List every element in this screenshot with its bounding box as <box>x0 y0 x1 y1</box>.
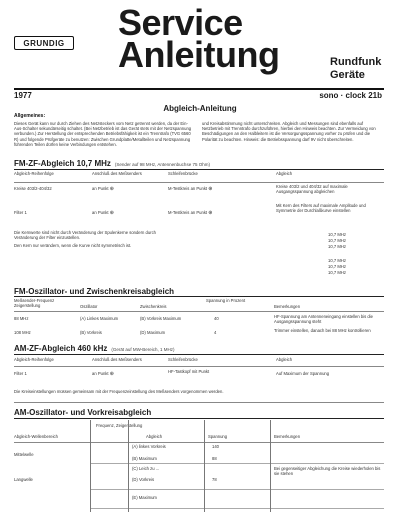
fm-if-header-rule <box>14 182 384 183</box>
fm-osc-row2-volt: 4 <box>214 330 217 335</box>
am-osc-row5-adjust: (E) Maximum <box>132 495 157 500</box>
fm-if-row1-order: Kreise 403/2-404/32 <box>14 186 52 191</box>
am-osc-row1-volt: 140 <box>212 444 219 449</box>
fm-if-freq5: 10,7 MHz <box>328 264 346 269</box>
am-if-header-rule <box>14 366 384 367</box>
general-left-text: Dieses Gerät kann nur durch Ziehen des Netzsteckers vom Netz getrennt werden, da der Ein-Aus-Schalter sekundärseitig schaltet. (Bei Netzbetrieb ist das Gerät stets mit der Netzspannung verbunden.) Zur Herstellung der entsprechenden Betriebsfähigkeit ist ein Trenntrafo (TVG 6560 R) und folgende Prüfgeräte zu benutzen: Zwischen Grundplatte/Metallteilen und Netzspannung führenden Teilen dürfen keine Verbindungen entstehen. <box>14 121 192 147</box>
am-osc-header-rule <box>14 442 384 443</box>
fm-if-note2: Den Kern nur verändern, wenn die Kurve nicht symmetrisch ist. <box>14 243 132 248</box>
header-rule <box>14 88 384 90</box>
fm-if-title: FM-ZF-Abgleich 10,7 MHz <box>14 159 111 168</box>
fm-osc-col5: Bemerkungen <box>274 304 301 309</box>
am-osc-heading: AM-Oszillator- und Vorkreisabgleich <box>14 408 152 417</box>
am-if-note: (Gerät auf MW-Bereich, 1 MHz) <box>111 347 175 352</box>
fm-if-row2-order: Filter 1 <box>14 210 27 215</box>
am-if-row1-loop: HF-Tastkopf mit Punkt <box>168 369 210 374</box>
doc-subtitle: Abgleich-Anleitung <box>163 104 237 113</box>
general-right-text: und Kreisabstimmung nicht unterschreiten. Abgleich und Messungen sind ebenfalls auf Netzbetrieb mit Trenntrafo durchzuführen, hierbei den Hinweis beachten. Zur Vermeidung von Beschädigungen an den Halbleitern ist die Versorgungsspannung vorher zu prüfen und die Polarität zu beachten. Hinweis: die Betriebsspannung darf 9V nicht überschreiten. <box>202 121 376 142</box>
fm-if-col-signal: Anschluß des Meßsenders <box>92 171 142 176</box>
am-osc-row3-note: Bei gegenseitiger Abgleichung die Kreise wiederholen bis sie stehen <box>274 466 381 477</box>
am-osc-rule <box>14 418 384 419</box>
fm-if-freq4: 10,7 MHz <box>328 258 346 263</box>
am-if-rule <box>14 354 384 355</box>
table-divider <box>270 420 271 512</box>
test-point-symbol: ⊕ <box>109 186 114 192</box>
table-divider <box>128 420 129 512</box>
general-heading: Allgemeines: <box>14 113 46 119</box>
am-osc-row1-adjust: (A) linkes Vorkreis <box>132 444 166 449</box>
title-line2: Anleitung <box>118 34 280 75</box>
am-osc-col1: Abgleich-Wellenbereich <box>14 434 58 439</box>
fm-osc-col3: Zwischenkreis <box>140 304 167 309</box>
test-point-symbol: ⊕ <box>109 371 114 377</box>
fm-osc-row2-note: Trimmer einstellen, danach bei 88 MHz kontrollieren <box>274 328 371 333</box>
am-if-col2: Anschluß des Meßsenders <box>92 357 142 362</box>
test-point-symbol: ⊕ <box>208 210 213 216</box>
fm-osc-row1-volt: 40 <box>214 316 219 321</box>
fm-osc-col1: Meßsender-Frequenz Zeigerstellung <box>14 298 55 309</box>
fm-if-heading <box>14 159 210 168</box>
fm-osc-row1-osc: (A) Linkes Maximum <box>80 316 119 321</box>
am-osc-col5: Bemerkungen <box>274 434 301 439</box>
fm-osc-rule <box>14 296 384 297</box>
fm-osc-col2: Oszillator <box>80 304 98 309</box>
fm-if-freq1: 10,7 MHz <box>328 232 346 237</box>
am-osc-row4-volt: 78 <box>212 477 217 482</box>
test-point-symbol: ⊕ <box>109 210 114 216</box>
am-if-heading <box>14 344 175 353</box>
fm-if-row2-loop: M-Testkreis an Punkt ⊕ <box>168 210 213 216</box>
fm-osc-row1-inter: (B) Vorkreis Maximum <box>140 316 182 321</box>
am-osc-col4: Spannung <box>208 434 228 439</box>
fm-if-freq2: 10,7 MHz <box>328 238 346 243</box>
am-osc-col3: Abgleich <box>146 434 163 439</box>
table-divider <box>204 420 205 512</box>
fm-if-note1: Die Kernwerte sind nicht durch Veränderung der Spulenkerne sondern durch Veränderung der Filter einzustellen. <box>14 230 156 241</box>
fm-if-note: (Sender auf 98 MHz, Antennenbuchse 75 Ohm) <box>114 162 210 167</box>
am-if-col4: Abgleich <box>276 357 293 362</box>
fm-if-freq6: 10,7 MHz <box>328 270 346 275</box>
category-line1: Rundfunk <box>330 56 382 68</box>
category-line2: Geräte <box>330 69 365 81</box>
am-osc-row3-adjust: (C) Leich zu ... <box>132 466 160 471</box>
am-osc-col2: Frequenz, Zeigerstellung <box>96 423 143 428</box>
fm-osc-row1-note: HF-Spannung am Antenneneingang einstellen bis die Ausgangsspannung steht <box>274 314 373 325</box>
model-name: sono · clock 21b <box>319 91 382 100</box>
fm-if-freq3: 10,7 MHz <box>328 244 346 249</box>
fm-if-rule <box>14 169 384 170</box>
brand-logo <box>14 36 74 50</box>
fm-osc-header-rule <box>14 311 384 312</box>
table-divider <box>90 420 91 512</box>
am-osc-row4-band: Langwelle <box>14 477 33 482</box>
fm-if-row1-signal: an Punkt ⊕ <box>92 186 114 192</box>
fm-osc-heading: FM-Oszillator- und Zwischenkreisabgleich <box>14 287 175 296</box>
fm-if-col-loop: Schleifenbrücke <box>168 171 198 176</box>
am-osc-row2-volt: 88 <box>212 456 217 461</box>
am-if-bottom-rule <box>14 402 384 403</box>
fm-osc-col4: Spannung in Prozent <box>206 298 246 303</box>
fm-osc-row2-freq: 108 MHz <box>14 330 31 335</box>
am-osc-row4-adjust: (D) Vorkreis <box>132 477 155 482</box>
fm-if-row1-loop: M-Testkreis an Punkt ⊕ <box>168 186 213 192</box>
am-if-row1-order: Filter 1 <box>14 371 27 376</box>
am-if-col1: Abgleich-Reihenfolge <box>14 357 54 362</box>
am-if-note: Die Kreiseinstellungen müssen gemeinsam mit der Frequenzeinstellung des Meßsenders vorgenommen werden. <box>14 389 224 394</box>
fm-if-row1-adjust: Kreise 403/2 und 404/32 auf maximale Ausgangsspannung abgleichen <box>276 184 348 195</box>
am-osc-row2-band: Mittelwelle <box>14 452 34 457</box>
am-if-row1-adjust: Auf Maximum der Spannung <box>276 371 330 376</box>
year: 1977 <box>14 91 32 100</box>
am-if-title: AM-ZF-Abgleich 460 kHz <box>14 344 108 353</box>
fm-if-row2-adjust: Mit Kern des Filters auf maximale Amplitude und Symmetrie der Durchlaßkurve einstellen <box>276 203 366 214</box>
am-if-row1-signal: an Punkt ⊕ <box>92 371 114 377</box>
fm-osc-row1-freq: 88 MHz <box>14 316 29 321</box>
fm-osc-row2-inter: (D) Maximum <box>140 330 166 335</box>
am-if-col3: Schleifenbrücke <box>168 357 198 362</box>
brand-name: GRUNDIG <box>23 38 65 48</box>
fm-osc-row2-osc: (B) Vorkreis <box>80 330 102 335</box>
title-line1: Service <box>118 2 243 43</box>
fm-if-col-order: Abgleich-Reihenfolge <box>14 171 54 176</box>
fm-if-col-adjust: Abgleich <box>276 171 293 176</box>
am-osc-row2-adjust: (B) Maximum <box>132 456 157 461</box>
test-point-symbol: ⊕ <box>208 186 213 192</box>
fm-if-row2-signal: an Punkt ⊕ <box>92 210 114 216</box>
